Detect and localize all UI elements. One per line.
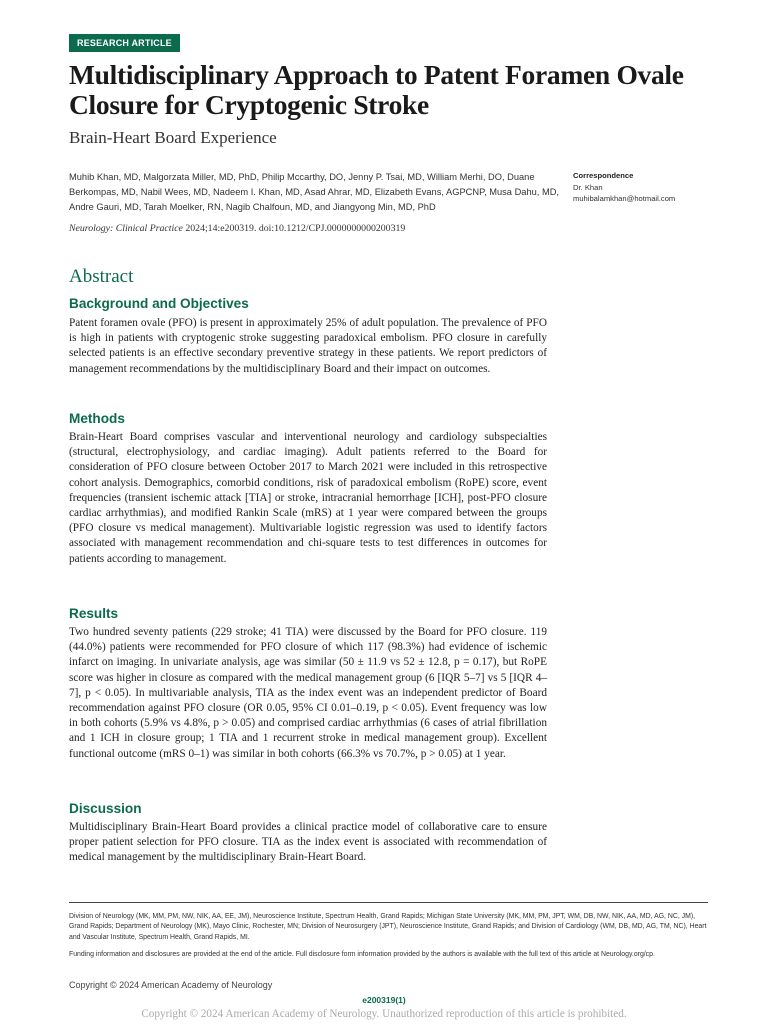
article-type-badge: RESEARCH ARTICLE — [69, 34, 180, 52]
copyright-watermark: Copyright © 2024 American Academy of Neurology. Unauthorized reproduction of this article is prohibited. — [141, 1008, 627, 1020]
journal-name: Neurology: Clinical Practice — [69, 223, 183, 234]
methods-heading: Methods — [69, 411, 125, 426]
author-list: Muhib Khan, MD, Malgorzata Miller, MD, PhD, Philip Mccarthy, DO, Jenny P. Tsai, MD, William Merhi, DO, Duane Berkompas, MD, Nabil Wees, MD, Nadeem I. Khan, MD, Asad Ahrar, MD, Elizabeth Evans, AGPCNP, Musa Dahu, MD, Andre Gauri, MD, Tarah Moelker, RN, Nagib Chalfoun, MD, and Jiangyong Min, MD, PhD — [69, 172, 559, 212]
correspondence-block — [573, 170, 723, 205]
citation-details: 2024;14:e200319. doi:10.1212/CPJ.0000000000200319 — [182, 223, 406, 234]
discussion-heading: Discussion — [69, 801, 142, 816]
page-number: e200319(1) — [362, 995, 406, 1005]
copyright-notice: Copyright © 2024 American Academy of Neurology — [69, 980, 273, 990]
discussion-text: Multidisciplinary Brain-Heart Board provides a clinical practice model of collaborative care to ensure proper patient selection for PFO closure. TIA as the index event is associated with recommendation of medical management by the multidisciplinary Brain-Heart Board. — [69, 821, 547, 864]
citation-line — [69, 223, 405, 234]
footer-divider — [69, 902, 708, 903]
funding-note: Funding information and disclosures are provided at the end of the article. Full disclosure form information provided by the authors is available with the full text of this article at Neurology.org/cp. — [69, 951, 655, 958]
article-subtitle: Brain-Heart Board Experience — [69, 128, 277, 147]
article-title: Multidisciplinary Approach to Patent Foramen Ovale Closure for Cryptogenic Stroke — [69, 59, 684, 120]
results-heading: Results — [69, 606, 119, 621]
correspondence-name: Dr. Khan — [573, 182, 603, 192]
results-text: Two hundred seventy patients (229 stroke; 41 TIA) were discussed by the Board for PFO closure. 119 (44.0%) patients were recommended for PFO closure of which 117 (98.3%) had evidence of ischemic infarct on imaging. In univariate analysis, age was similar (50 ± 11.9 vs 52 ± 12.8, p = 0.17), but RoPE score was higher in closure as compared with the medical management group (6 [IQR 5–7] vs 5 [IQR 4–7], p < 0.05). In multivariable analysis, TIA as the index event was an independent predictor of Board recommendation against PFO closure (OR 0.05, 95% CI 0.01–0.19, p < 0.05). Event frequency was low in both cohorts (5.9% vs 4.8%, p > 0.05) and comprised cardiac arrhythmias (6 cases of atrial fibrillation and 1 ICH in closure group; 1 TIA and 1 recurrent stroke in medical management group). Excellent functional outcome (mRS 0–1) was similar in both cohorts (66.3% vs 70.7%, p > 0.05) at 1 year. — [69, 626, 547, 760]
abstract-heading: Abstract — [69, 266, 134, 287]
background-heading: Background and Objectives — [69, 296, 249, 311]
affiliations: Division of Neurology (MK, MM, PM, NW, NIK, AA, EE, JM), Neuroscience Institute, Spectrum Health, Grand Rapids; Michigan State University (MK, MM, PM, JPT, WM, DB, NW, NIK, AA, MD, AG, NC, JM), Grand Rapids; Department of Neurology (MK), Mayo Clinic, Rochester, MN; Division of Neurosurgery (JPT), Neuroscience Institute, Grand Rapids; and Division of Cardiology (WM, DB, MD, AG, TM, NC), Heart and Vascular Institute, Spectrum Health, Grand Rapids, MI. — [69, 913, 707, 941]
methods-text: Brain-Heart Board comprises vascular and interventional neurology and cardiology subspecialties (structural, electrophysiology, and cardiac imaging). Adult patients referred to the Board for consideration of PFO closure between October 2017 to March 2021 were included in this retrospective cohort analysis. Demographics, comorbid conditions, risk of paradoxical embolism (RoPE) score, event frequencies (transient ischemic attack [TIA] or stroke, intracranial hemorrhage [ICH], post-PFO closure cardiac arrhythmias), and modified Rankin Scale (mRS) at 1 year were compared between the groups (PFO closure vs medical management). Multivariable logistic regression was used to identify factors associated with management recommendation and chi-square tests to test differences in outcomes for patients according to management. — [69, 431, 547, 565]
correspondence-email[interactable]: muhibalamkhan@hotmail.com — [573, 194, 676, 203]
background-text: Patent foramen ovale (PFO) is present in approximately 25% of adult population. The prevalence of PFO is high in patients with cryptogenic stroke suggesting paradoxical embolism. PFO closure in carefully selected patients is an effective secondary preventive strategy in these patients. We report predictors of management recommendations by the multidisciplinary Board and their impact on outcomes. — [69, 317, 547, 375]
correspondence-heading: Correspondence — [573, 171, 634, 180]
